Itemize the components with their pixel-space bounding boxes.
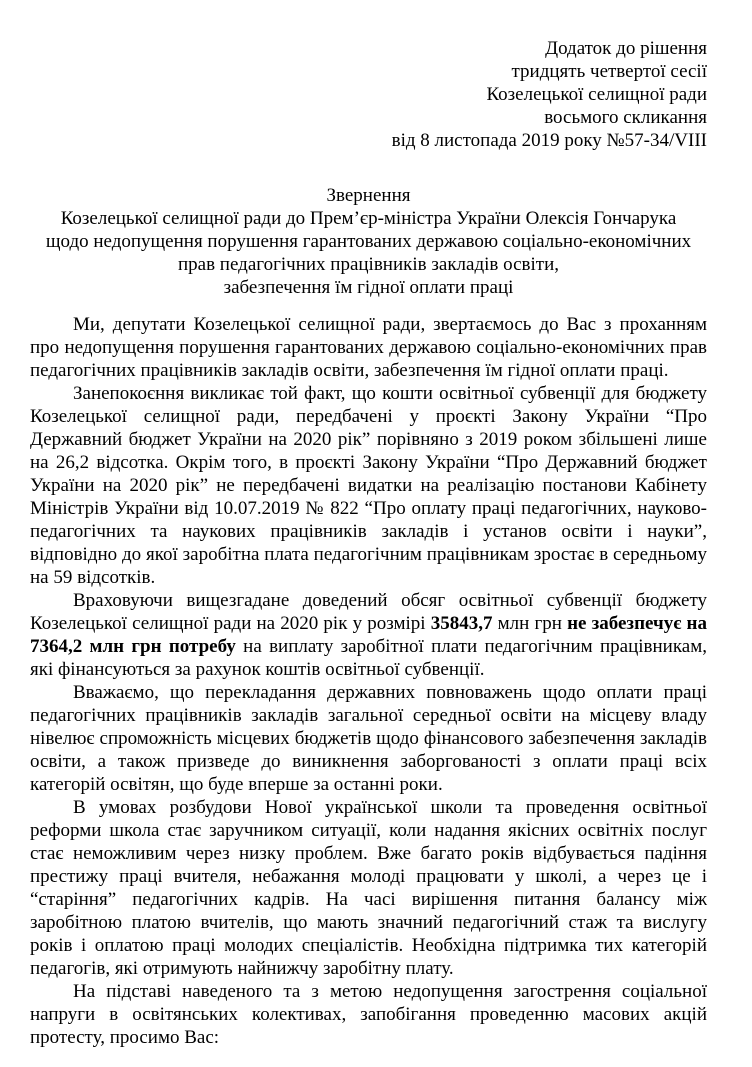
header-line: Козелецької селищної ради	[486, 84, 707, 105]
paragraph-text: Вважаємо, що перекладання державних повноважень щодо оплати праці педагогічних працівників закладів загальної середньої освіти на місцеву владу нівелює спроможність місцевих бюджетів щодо фінансового забезпечення закладів освіти, а також призведе до виникнення заборгованості з оплати праці всіх категорій освітян, що буде вперше за останні роки.	[30, 682, 707, 795]
title-line: прав педагогічних працівників закладів освіти,	[177, 254, 560, 275]
paragraph	[30, 681, 707, 796]
paragraph-text: В умовах розбудови Нової української школи та проведення освітньої реформи школа стає заручником ситуації, коли надання якісних освітніх послуг стає неможливим через низку проблем. Вже багато років відбувається падіння престижу праці вчителя, небажання молоді працювати у школі, а через це і “старіння” педагогічних кадрів. На часі вирішення питання балансу між заробітною платою вчителів, що мають значний педагогічний стаж та вислугу років і оплатою праці молодих спеціалістів. Необхідна підтримка тих категорій педагогів, які отримують найнижчу заробітну плату.	[30, 797, 707, 979]
document-header-block	[30, 37, 707, 152]
document-title	[30, 184, 707, 299]
paragraph	[30, 796, 707, 980]
header-line: тридцять четвертої сесії	[511, 61, 707, 82]
header-line: Додаток до рішення	[545, 38, 707, 59]
paragraph-text: Ми, депутати Козелецької селищної ради, звертаємось до Вас з проханням про недопущення порушення гарантованих державою соціально-економічних прав педагогічних працівників закладів освіти, забезпечення їм гідної оплати праці.	[30, 314, 707, 381]
paragraph	[30, 313, 707, 382]
paragraph	[30, 589, 707, 681]
paragraph-text-bold: не забезпечує на 7364,2 млн грн потребу	[30, 613, 707, 657]
title-line: забезпечення їм гідної оплати праці	[223, 277, 514, 298]
header-line: від 8 листопада 2019 року №57-34/VIII	[391, 130, 707, 151]
paragraph-text: Занепокоєння викликає той факт, що кошти освітньої субвенції для бюджету Козелецької селищної ради, передбачені у проєкті Закону України “Про Державний бюджет України на 2020 рік” порівняно з 2019 роком збільшені лише на 26,2 відсотка. Окрім того, в проєкті Закону України “Про Державний бюджет України на 2020 рік” не передбачені видатки на реалізацію постанови Кабінету Міністрів України від 10.07.2019 № 822 “Про оплату праці педагогічних, науково-педагогічних та наукових працівників закладів і установ освіти і науки”, відповідно до якої заробітна плата педагогічним працівникам зростає в середньому на 59 відсотків.	[30, 383, 707, 588]
document-body	[30, 313, 707, 1049]
title-line: Козелецької селищної ради до Прем’єр-міністра України Олексія Гончарука	[60, 208, 677, 229]
paragraph	[30, 980, 707, 1049]
title-line: Звернення	[326, 185, 411, 206]
paragraph	[30, 382, 707, 589]
paragraph-text-bold: 35843,7	[430, 613, 493, 634]
paragraph-text: Враховуючи вищезгадане доведений обсяг освітньої субвенції бюджету Козелецької селищної ради на 2020 рік у розмірі	[30, 590, 707, 634]
paragraph-text: на виплату заробітної плати педагогічним працівникам, які фінансуються за рахунок коштів освітньої субвенції.	[30, 636, 707, 680]
paragraph-text: На підставі наведеного та з метою недопущення загострення соціальної напруги в освітянських колективах, запобігання проведенню масових акцій протесту, просимо Вас:	[30, 981, 707, 1048]
header-line: восьмого скликання	[544, 107, 707, 128]
title-line: щодо недопущення порушення гарантованих державою соціально-економічних	[45, 231, 692, 252]
paragraph-text: млн грн	[492, 613, 568, 634]
